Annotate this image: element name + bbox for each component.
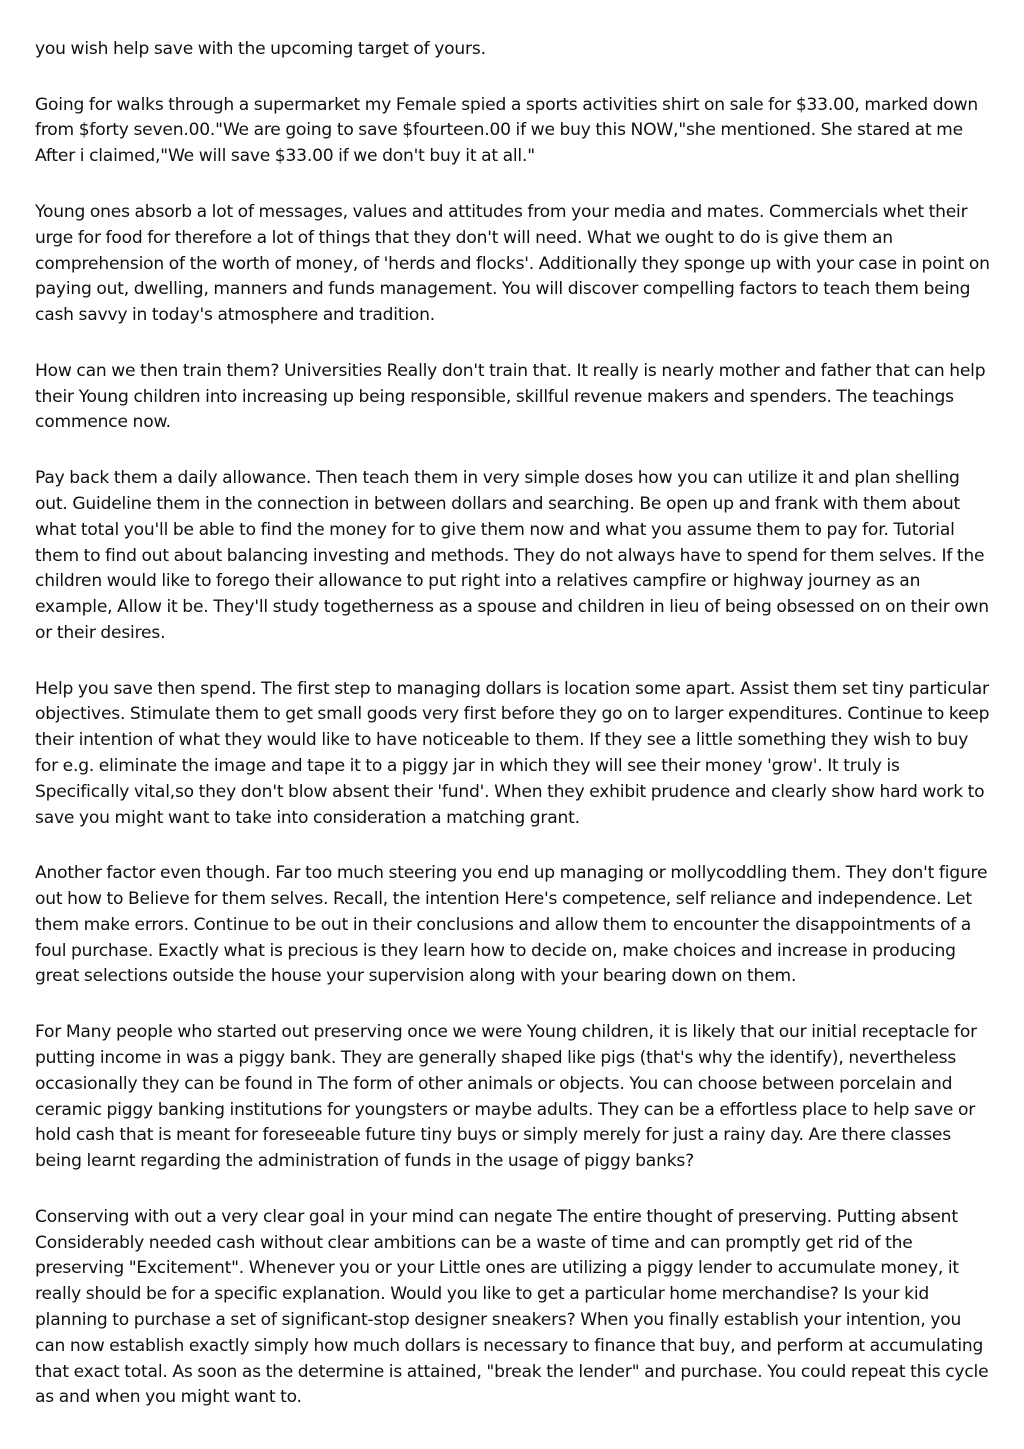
paragraph: Young ones absorb a lot of messages, values and attitudes from your media and mates. Commercials whet their urge for food for therefore a lot of things that they don't will need. What we ought to do is give them an comprehension of the worth of money, of 'herds and flocks'. Additionally they sponge up with your case in point on paying out, dwelling, manners and funds management. You will discover compelling factors to teach them being cash savvy in today's atmosphere and tradition. [35, 201, 990, 326]
paragraph: Another factor even though. Far too much steering you end up managing or mollycoddling them. They don't figure out how to Believe for them selves. Recall, the intention Here's competence, self reliance and independence. Let them make errors. Continue to be out in their conclusions and allow them to encounter the disappointments of a foul purchase. Exactly what is precious is they learn how to decide on, make choices and increase in producing great selections outside the house your supervision along with your bearing down on them. [35, 863, 988, 987]
paragraph: Going for walks through a supermarket my Female spied a sports activities shirt on sale for $33.00, marked down from $forty seven.00."We are going to save $fourteen.00 if we buy this NOW,"she mentioned. She stared at me After i claimed,"We will save $33.00 if we don't buy it at all." [35, 94, 979, 167]
paragraph: you wish help save with the upcoming target of yours. [35, 39, 486, 59]
document-body [35, 37, 993, 1411]
paragraph: For Many people who started out preserving once we were Young children, it is likely that our initial receptacle for putting income in was a piggy bank. They are generally shaped like pigs (that's why the identify), nevertheless occasionally they can be found in The form of other animals or objects. You can choose between porcelain and ceramic piggy banking institutions for youngsters or maybe adults. They can be a effortless place to help save or hold cash that is meant for foreseeable future tiny buys or simply merely for just a rainy day. Are there classes being learnt regarding the administration of funds in the usage of piggy banks? [35, 1022, 977, 1172]
paragraph: Help you save then spend. The first step to managing dollars is location some apart. Assist them set tiny particular objectives. Stimulate them to get small goods very first before they go on to larger expenditures. Continue to keep their intention of what they would like to have noticeable to them. If they see a little something they wish to buy for e.g. eliminate the image and tape it to a piggy jar in which they will see their money 'grow'. It truly is Specifically vital,so they don't blow absent their 'fund'. When they exhibit prudence and clearly show hard work to save you might want to take into consideration a matching grant. [35, 678, 990, 828]
paragraph: Conserving with out a very clear goal in your mind can negate The entire thought of preserving. Putting absent Considerably needed cash without clear ambitions can be a waste of time and can promptly get rid of the preserving "Excitement". Whenever you or your Little ones are utilizing a piggy lender to accumulate money, it really should be for a specific explanation. Would you like to get a particular home merchandise? Is your kid planning to purchase a set of significant-stop designer sneakers? When you finally establish your intention, you can now establish exactly simply how much dollars is necessary to finance that buy, and perform at accumulating that exact total. As soon as the determine is attained, "break the lender" and purchase. You could repeat this cycle as and when you might want to. [35, 1206, 989, 1408]
paragraph: How can we then train them? Universities Really don't train that. It really is nearly mother and father that can help their Young children into increasing up being responsible, skillful revenue makers and spenders. The teachings commence now. [35, 360, 986, 433]
paragraph: Pay back them a daily allowance. Then teach them in very simple doses how you can utilize it and plan shelling out. Guideline them in the connection in between dollars and searching. Be open up and frank with them about what total you'll be able to find the money for to give them now and what you assume them to pay for. Tutorial them to find out about balancing investing and methods. They do not always have to spend for them selves. If the children would like to forego their allowance to put right into a relatives campfire or highway journey as an example, Allow it be. They'll study togetherness as a spouse and children in lieu of being obsessed on on their own or their desires. [35, 468, 989, 643]
